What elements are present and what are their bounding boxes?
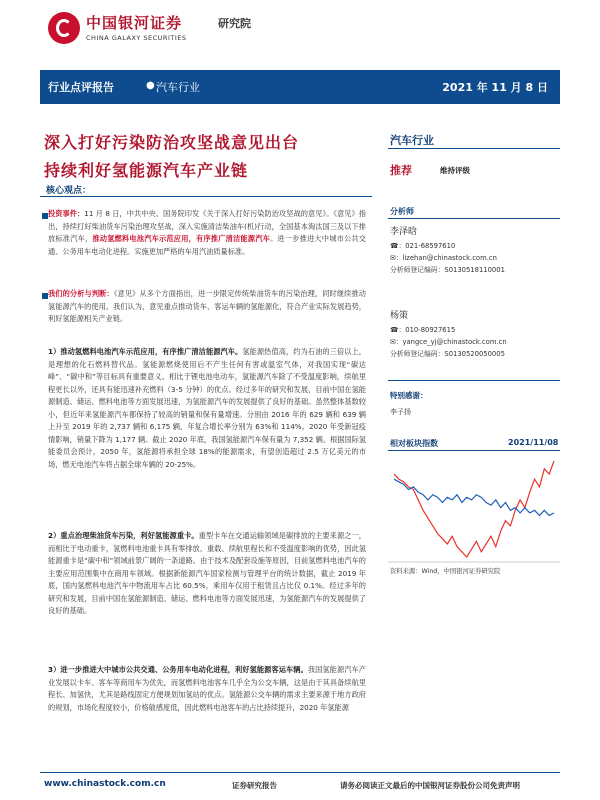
paragraph-highlight: 推动氢燃料电池汽车示范应用，有序推广清洁能源汽车 [92, 234, 270, 243]
analyst-email[interactable]: ✉：yangce_yj@chinastock.com.cn [390, 338, 507, 346]
relative-index-chart [388, 455, 560, 563]
report-type: 行业点评报告 [48, 81, 114, 94]
report-date: 2021 年 11 月 8 日 [442, 81, 548, 94]
sidebar-industry: 汽车行业 [390, 134, 434, 147]
chart-heading: 相对板块指数 [390, 439, 438, 448]
paragraph-lead: 3）进一步推进大中城市公共交通、公务用车电动化进程，利好氢能源客运车辆。 [48, 665, 308, 674]
paragraph-point-3 [48, 664, 366, 714]
analyst-email[interactable]: ✉：lizehan@chinastock.com.cn [390, 254, 497, 262]
analyst-phone: ☎：021-68597610 [390, 242, 456, 250]
analyst-cert: 分析师登记编码：S0130520050005 [390, 350, 505, 358]
paragraph-point-1 [48, 346, 366, 471]
analyst-name: 李泽晗 [390, 227, 418, 237]
thanks-name: 李子扬 [390, 408, 411, 416]
industry-tag: 汽车行业 [156, 81, 200, 94]
paragraph-lead: 1）推动氢燃料电池汽车示范应用，有序推广清洁能源汽车。 [48, 347, 243, 356]
paragraph-text: 我国氢能源汽车产业发展以卡车、客车等商用车为优先，而氢燃料电池客车几乎全为公交车辆，这是由于其具备续航里程长、加氢快，尤其是路线固定方便规划加氢站的优点。氢能源公交车辆的需求主要来源于地方政府的规划，市场化程度较小，价格敏感度低，因此燃料电池客车的占比持续提升，2020 年氢能源 [48, 665, 366, 712]
paragraph-text: 《意见》从多个方面指出，进一步限定传统柴油货车的污染治理，同时继续推动氢能源汽车的使用。我们认为，意见重点推动货车、客运车辆的氢能源化，符合产业实际发展趋势，利好氢能源相关产业链。 [48, 289, 366, 323]
divider [388, 148, 560, 149]
footer-website[interactable]: www.chinastock.com.cn [44, 779, 166, 789]
paragraph-lead: 我们的分析与判断： [48, 289, 114, 298]
rating-label: 推荐 [390, 164, 412, 177]
footer-disclaimer: 请务必阅读正文最后的中国银河证券股份公司免责声明 [340, 781, 520, 790]
paragraph-text: 氢能源热值高，约为石油的三倍以上，是理想的化石燃料替代品。氢能源燃烧使用后不产生任何有害或温室气体，对我国实现“碳达峰”、“碳中和”等目标具有重要意义。相比于锂电池电动车，氢能源汽车除了不受温度影响，续航里程更长以外，还具有能迅速补充燃料（3-5 分钟）的优点。经过多年的研究和发展，目前中国在氢能源制造、储运、燃料电池等方面发展迅速，为氢能源汽车的发展提供了良好的基础。虽然整体基数较小，但近年来氢能源汽车都保持了较高的销量和保有量增速。分别由 2016 年的 629 辆和 639 辆上升至 2019 年的 2,737 辆和 6,175 辆，年复合增长率分别为 63%和 114%。2020 年受新冠疫情影响，销量下降为 1,177 辆。截止 2020 年底，我国氢能源汽车保有量为 7,352 辆。根据国际氢能委员会预计，2050 年，氢能源将承担全球 18%的能源需求，有望创造超过 2.5 万亿美元的市场，燃无电池汽车将占据全球车辆的 20-25%。 [48, 347, 366, 469]
bullet-dot-icon: ● [146, 80, 155, 91]
divider [40, 196, 372, 197]
chart-date: 2021/11/08 [508, 438, 559, 447]
analyst-cert: 分析师登记编码：S0130518110001 [390, 266, 505, 274]
report-title-line1: 深入打好污染防治攻坚战意见出台 [44, 133, 300, 152]
divider [388, 450, 560, 451]
report-header-bar [40, 70, 560, 104]
paragraph-lead: 2）重点治理柴油货车污染，利好氢能源重卡。 [48, 531, 199, 540]
report-title-line2: 持续利好氢能源汽车产业链 [44, 161, 249, 180]
chart-series-line-1 [394, 461, 554, 557]
company-logo [48, 10, 258, 48]
analyst-heading: 分析师 [390, 207, 414, 216]
divider [40, 772, 560, 773]
paragraph-lead: 投资事件： [48, 209, 85, 218]
paragraph-text-tail: 。进一步推进大中城市公共交通、公务用车电动化进程。实施更加严格的车用汽油质量标准。 [48, 234, 366, 256]
thanks-heading: 特别感谢： [390, 391, 428, 400]
galaxy-logo-icon [48, 12, 80, 44]
divider [388, 218, 560, 219]
rating-sub-label: 维持评级 [440, 166, 470, 175]
paragraph-investment-event [48, 208, 366, 258]
institute-label: 研究院 [218, 17, 251, 30]
paragraph-analysis [48, 288, 366, 326]
paragraph-text: 重型卡车在交通运输领域是碳排放的主要来源之一，而相比于电动重卡，氢燃料电池重卡具有零排放、重载、续航里程长和不受温度影响的优势，因此氢能源重卡是“碳中和”领域前景广阔的一条道路。由于技术及配套设施等原因，目前氢燃料电池汽车的主要应用范围集中在商用车领域。根据新能源汽车国家检测与管理平台的统计数据，截止 2019 年底，国内氢燃料电池汽车中物流用车占比 60.5%，乘用车仅用于租赁且占比仅 0.1%。经过多年的研究和发展，目前中国在氢能源制造、储运、燃料电池等方面发展迅速，为氢能源汽车的发展提供了良好的基础。 [48, 531, 366, 615]
analyst-name: 杨策 [390, 311, 409, 321]
divider [388, 380, 560, 381]
paragraph-text: 11 月 8 日，中共中央、国务院印发《关于深入打好污染防治攻坚战的意见》。《意见》指出，持续打好柴油货车污染治理攻坚战，深入实施清洁柴油车(机)行动，全国基本淘汰国三及以下排放标准汽车， [48, 209, 366, 243]
core-points-heading: 核心观点： [46, 186, 92, 196]
chart-series-line-2 [394, 479, 554, 515]
paragraph-point-2 [48, 530, 366, 618]
chart-source: 资料来源：Wind，中国银河证券研究院 [390, 568, 501, 575]
logo-english-name: CHINA GALAXY SECURITIES [86, 34, 187, 42]
analyst-phone: ☎：010-80927615 [390, 326, 456, 334]
logo-chinese-name: 中国银河证券 [86, 14, 183, 32]
footer-label: 证券研究报告 [232, 781, 277, 790]
